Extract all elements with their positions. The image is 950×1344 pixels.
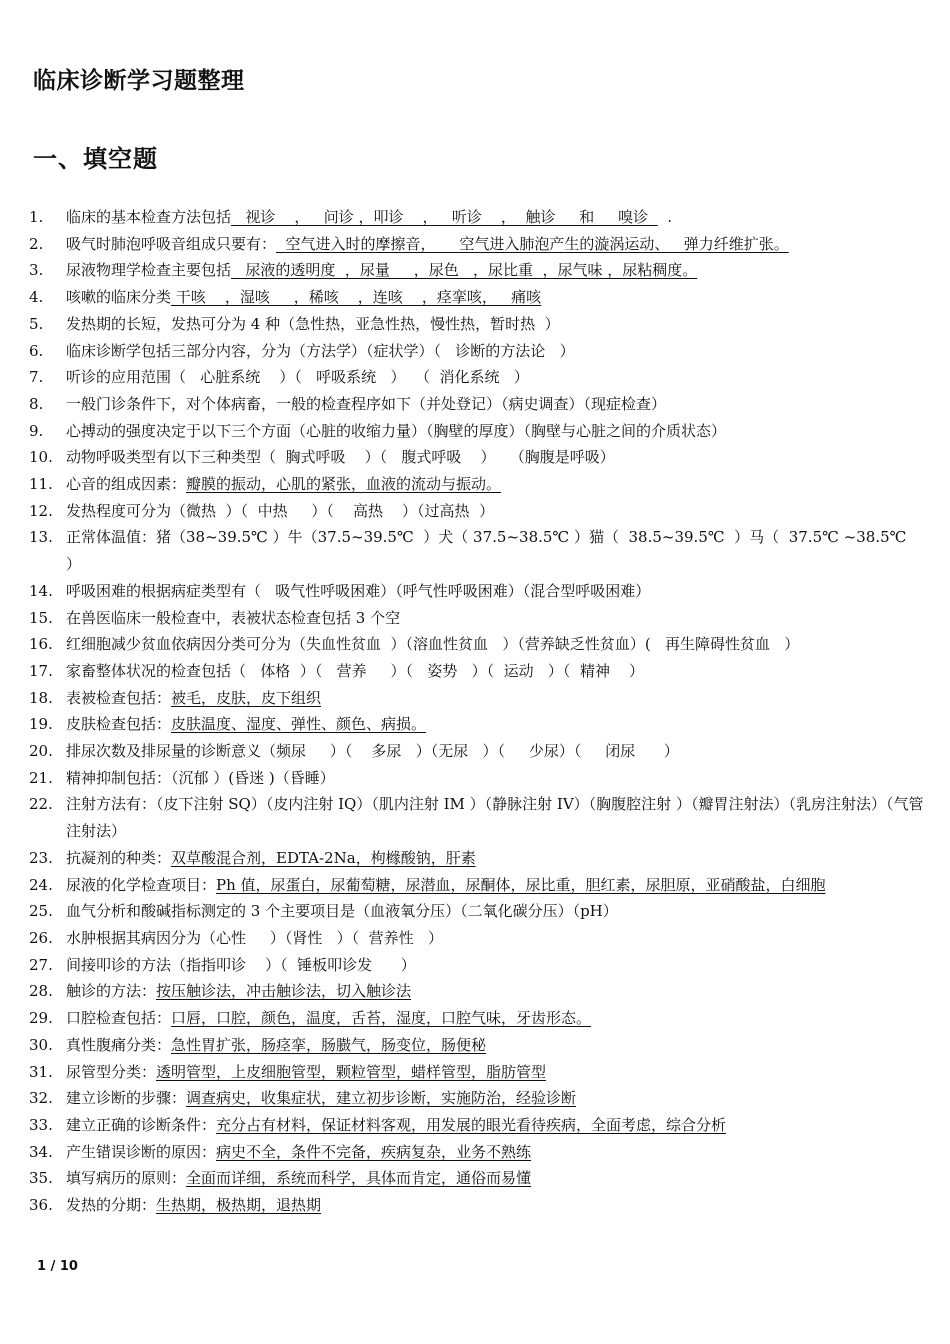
- answer-text: 尿液的透明度 ，尿量 ，尿色 ，尿比重 ，尿气味 ，尿粘稠度。: [231, 261, 698, 280]
- question-text: 精神抑制包括：（沉郁 ）(昏迷 )（昏睡）: [66, 768, 335, 787]
- question-item: [0, 311, 950, 338]
- question-text: 正常体温值：猪（38~39.5℃ ）牛（37.5~39.5℃ ）犬（ 37.5~38.5℃ ）猫（ 38.5~39.5℃ ）马（ 37.5℃ ~38.5℃ ）: [66, 528, 945, 574]
- question-text: 尿液的化学检查项目：: [66, 875, 217, 894]
- question-text: 临床的基本检查方法包括: [66, 208, 232, 226]
- question-text: 建立正确的诊断条件：: [66, 1115, 217, 1134]
- question-item: [0, 685, 950, 712]
- question-text: 产生错误诊断的原因：: [66, 1142, 217, 1161]
- question-text: 建立诊断的步骤：: [66, 1089, 187, 1108]
- question-number: 10.: [29, 448, 53, 467]
- question-number: 23.: [29, 848, 53, 867]
- question-text: 家畜整体状况的检查包括（ 体格 ）（ 营养 ）（ 姿势 ）（ 运动 ）（ 精神 ）: [66, 661, 645, 680]
- answer-text: 皮肤温度、湿度、弹性、颜色、病损。: [171, 715, 427, 734]
- question-number: 28.: [29, 982, 53, 1001]
- question-item: [0, 1192, 950, 1219]
- question-number: 1.: [29, 208, 44, 226]
- question-number: 6.: [29, 341, 44, 360]
- question-number: 12.: [29, 501, 53, 520]
- question-item: [0, 498, 950, 525]
- question-number: 36.: [29, 1196, 53, 1215]
- question-number: 31.: [29, 1062, 53, 1081]
- question-number: 22.: [29, 795, 53, 814]
- question-number: 9.: [29, 421, 44, 440]
- question-number: 14.: [29, 581, 53, 600]
- question-text: 排尿次数及排尿量的诊断意义（频尿 ）（ 多尿 ）（无尿 ）（ 少尿）（ 闭尿 ）: [66, 742, 679, 761]
- question-item: [0, 1112, 950, 1139]
- question-number: 30.: [29, 1035, 53, 1054]
- question-number: 3.: [29, 261, 44, 280]
- question-item: [0, 524, 950, 577]
- page-number: 1 / 10: [37, 1259, 78, 1274]
- question-item: [0, 444, 950, 471]
- question-number: 21.: [29, 768, 53, 787]
- answer-text: 调查病史，收集症状，建立初步诊断，实施防治，经验诊断: [186, 1089, 577, 1108]
- question-item: [0, 418, 950, 445]
- question-item: [0, 1059, 950, 1086]
- answer-text: 被毛，皮肤，皮下组织: [171, 688, 322, 707]
- question-number: 18.: [29, 688, 53, 707]
- question-list: [0, 204, 950, 1219]
- question-item: [0, 898, 950, 925]
- question-item: [0, 1165, 950, 1192]
- question-item: [0, 658, 950, 685]
- question-text: 呼吸困难的根据病症类型有（ 吸气性呼吸困难）（呼气性呼吸困难）（混合型呼吸困难）: [66, 581, 651, 600]
- question-text: 抗凝剂的种类：: [66, 848, 172, 867]
- question-number: 27.: [29, 955, 53, 974]
- question-item: [0, 364, 950, 391]
- answer-text: 空气进入时的摩擦音， 空气进入肺泡产生的漩涡运动、 弹力纤维扩张。: [276, 234, 789, 253]
- question-number: 11.: [29, 475, 53, 494]
- question-item: [0, 1032, 950, 1059]
- question-item: [0, 845, 950, 872]
- question-text: 口腔检查包括：: [66, 1009, 172, 1028]
- question-item: [0, 978, 950, 1005]
- question-text: 表被检查包括：: [66, 688, 172, 707]
- question-text: 皮肤检查包括：: [66, 715, 172, 734]
- question-text: 尿管型分类：: [66, 1062, 157, 1081]
- question-number: 17.: [29, 661, 53, 680]
- question-item: [0, 631, 950, 658]
- answer-text: 急性胃扩张，肠痉挛，肠臌气，肠变位，肠便秘: [171, 1035, 487, 1054]
- question-item: [0, 391, 950, 418]
- answer-text: 透明管型，上皮细胞管型，颗粒管型，蜡样管型，脂肪管型: [156, 1062, 547, 1081]
- question-number: 25.: [29, 902, 53, 921]
- question-text: 血气分析和酸碱指标测定的 3 个主要项目是（血液氧分压）（二氧化碳分压）（pH）: [66, 902, 618, 921]
- answer-text: 双草酸混合剂，EDTA-2Na，枸橼酸钠，肝素: [171, 848, 476, 867]
- answer-text: 按压触诊法，冲击触诊法，切入触诊法: [156, 982, 412, 1001]
- question-item: [0, 257, 950, 284]
- question-item: [0, 791, 950, 844]
- question-number: 4.: [29, 288, 44, 307]
- question-text: 吸气时肺泡呼吸音组成只要有：: [66, 234, 277, 253]
- question-text: 听诊的应用范围（ 心脏系统 ）（ 呼吸系统 ） （ 消化系统 ）: [66, 368, 529, 387]
- answer-text: 充分占有材料，保证材料客观，用发展的眼光看待疾病，全面考虑，综合分析: [216, 1115, 727, 1134]
- question-item: [0, 1085, 950, 1112]
- answer-text: 口唇，口腔，颜色，温度，舌苔，湿度，口腔气味，牙齿形态。: [171, 1009, 592, 1028]
- question-item: [0, 338, 950, 365]
- question-number: 33.: [29, 1115, 53, 1134]
- question-item: [0, 471, 950, 498]
- question-text: 红细胞减少贫血依病因分类可分为（失血性贫血 ）（溶血性贫血 ）（营养缺乏性贫血）( 再生障碍性贫血 ）: [66, 635, 800, 654]
- question-number: 13.: [29, 528, 53, 547]
- question-text: 在兽医临床一般检查中，表被状态检查包括 3 个空: [66, 608, 401, 627]
- question-text: 咳嗽的临床分类: [66, 288, 172, 307]
- question-text: 真性腹痛分类：: [66, 1035, 172, 1054]
- question-text: 触诊的方法：: [66, 982, 157, 1001]
- question-text: 尿液物理学检查主要包括: [66, 261, 232, 280]
- question-number: 26.: [29, 928, 53, 947]
- question-number: 29.: [29, 1009, 53, 1028]
- question-number: 24.: [29, 875, 53, 894]
- answer-text: 瓣膜的振动，心肌的紧张，血液的流动与振动。: [186, 475, 502, 494]
- question-item: [0, 952, 950, 979]
- question-item: [0, 284, 950, 311]
- document-title: 临床诊断学习题整理: [33, 68, 245, 94]
- question-number: 2.: [29, 234, 44, 253]
- question-text: 间接叩诊的方法（指指叩诊 ）（ 锤板叩诊发 ）: [66, 955, 416, 974]
- question-number: 32.: [29, 1089, 53, 1108]
- question-number: 35.: [29, 1169, 53, 1188]
- question-item: [0, 578, 950, 605]
- question-text: 注射方法有：（皮下注射 SQ）（皮内注射 IQ）（肌内注射 IM ）（静脉注射 IV）（胸腹腔注射 ）（瓣胃注射法）（乳房注射法）（气管注射法）: [66, 795, 924, 841]
- answer-text: 干咳 ，湿咳 ，稀咳 ，连咳 ，痉挛咳， 痛咳: [171, 288, 542, 307]
- question-number: 15.: [29, 608, 53, 627]
- question-text: .: [657, 208, 672, 226]
- question-number: 7.: [29, 368, 44, 387]
- question-text: 临床诊断学包括三部分内容，分为（方法学）（症状学）（ 诊断的方法论 ）: [66, 341, 575, 360]
- question-item: [0, 872, 950, 899]
- answer-text: Ph 值，尿蛋白，尿葡萄糖，尿潜血，尿酮体，尿比重，胆红素，尿胆原，亚硝酸盐，白细胞: [216, 875, 826, 894]
- question-text: 心音的组成因素：: [66, 475, 187, 494]
- section-title: 一、填空题: [33, 145, 158, 173]
- question-item: [0, 231, 950, 258]
- answer-text: 视诊 ， 问诊 ，叩诊 ， 听诊 ， 触诊 和 嗅诊: [231, 208, 658, 226]
- question-text: 发热期的长短，发热可分为 4 种（急性热，亚急性热，慢性热，暂时热 ）: [66, 314, 560, 333]
- answer-text: 病史不全，条件不完备，疾病复杂，业务不熟练: [216, 1142, 532, 1161]
- question-item: [0, 605, 950, 632]
- question-number: 16.: [29, 635, 53, 654]
- question-number: 8.: [29, 394, 44, 413]
- question-item: [0, 1139, 950, 1166]
- question-item: [0, 765, 950, 792]
- question-text: 水肿根据其病因分为（心性 ）（肾性 ）（ 营养性 ）: [66, 928, 443, 947]
- question-number: 20.: [29, 742, 53, 761]
- question-text: 动物呼吸类型有以下三种类型（ 胸式呼吸 ）（ 腹式呼吸 ） （胸腹是呼吸）: [66, 448, 615, 467]
- question-number: 34.: [29, 1142, 53, 1161]
- question-text: 发热的分期：: [66, 1196, 157, 1215]
- question-text: 一般门诊条件下，对个体病畜，一般的检查程序如下（并处登记）（病史调查）（现症检查）: [66, 394, 667, 413]
- question-item: [0, 738, 950, 765]
- question-text: 填写病历的原则：: [66, 1169, 187, 1188]
- question-text: 发热程度可分为（微热 ）（ 中热 ）（ 高热 ）（过高热 ）: [66, 501, 495, 520]
- question-number: 5.: [29, 314, 44, 333]
- question-text: 心搏动的强度决定于以下三个方面（心脏的收缩力量）（胸壁的厚度）（胸壁与心脏之间的介质状态）: [66, 421, 727, 440]
- question-item: [0, 1005, 950, 1032]
- question-number: 19.: [29, 715, 53, 734]
- question-item: [0, 925, 950, 952]
- question-item: [0, 204, 950, 231]
- question-item: [0, 711, 950, 738]
- answer-text: 全面而详细，系统而科学，具体而肯定，通俗而易懂: [186, 1169, 532, 1188]
- answer-text: 生热期，极热期，退热期: [156, 1196, 322, 1215]
